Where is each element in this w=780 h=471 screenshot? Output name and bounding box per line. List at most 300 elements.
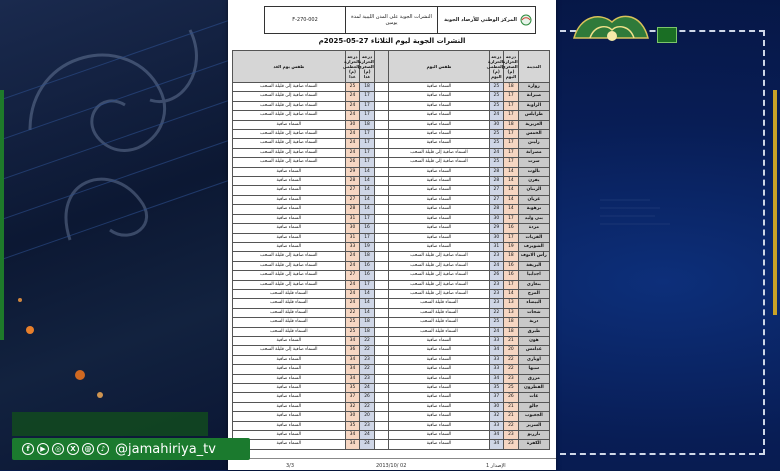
header-title: النشرات الجوية على المدن الليبية لمدة يومين bbox=[345, 7, 437, 33]
gap-cell bbox=[374, 431, 389, 440]
tomorrow-max-cell: 29 bbox=[345, 167, 360, 176]
tomorrow-max-cell: 24 bbox=[345, 289, 360, 298]
table-row bbox=[233, 195, 550, 204]
header-code: F-270-002 bbox=[292, 17, 318, 23]
tomorrow-weather-cell: السماء صافية إلى قليلة السحب bbox=[233, 252, 346, 261]
tomorrow-max-cell: 24 bbox=[345, 92, 360, 101]
tomorrow-min-cell: 19 bbox=[360, 242, 375, 251]
today-weather-cell: السماء صافية bbox=[389, 440, 489, 449]
tomorrow-min-cell: 17 bbox=[360, 130, 375, 139]
table-row bbox=[233, 205, 550, 214]
today-max-cell: 34 bbox=[489, 374, 504, 383]
channel-handle[interactable]: @jamahiriya_tv bbox=[115, 441, 216, 457]
tomorrow-min-cell: 22 bbox=[360, 402, 375, 411]
table-row bbox=[233, 242, 550, 251]
tomorrow-max-cell: 34 bbox=[345, 431, 360, 440]
youtube-icon[interactable]: ▶ bbox=[37, 443, 49, 455]
today-min-cell: 17 bbox=[504, 130, 519, 139]
table-row bbox=[233, 402, 550, 411]
gap-cell bbox=[374, 158, 389, 167]
tomorrow-weather-cell: السماء صافية bbox=[233, 355, 346, 364]
today-weather-cell: السماء صافية إلى قليلة السحب bbox=[389, 289, 489, 298]
gap-cell bbox=[374, 224, 389, 233]
tomorrow-min-cell: 14 bbox=[360, 205, 375, 214]
tomorrow-weather-cell: السماء صافية bbox=[233, 336, 346, 345]
today-weather-cell: السماء صافية bbox=[389, 233, 489, 242]
gap-cell bbox=[374, 421, 389, 430]
col-today-min: درجة الحرارة الصغرى (م) اليوم bbox=[504, 51, 519, 83]
today-max-cell: 30 bbox=[489, 402, 504, 411]
tomorrow-weather-cell: السماء صافية bbox=[233, 224, 346, 233]
today-weather-cell: السماء صافية إلى قليلة السحب bbox=[389, 261, 489, 270]
tomorrow-max-cell: 31 bbox=[345, 233, 360, 242]
table-row bbox=[233, 393, 550, 402]
city-cell: القريات bbox=[518, 233, 549, 242]
table-row bbox=[233, 83, 550, 92]
city-cell: طبرق bbox=[518, 327, 549, 336]
today-min-cell: 16 bbox=[504, 261, 519, 270]
today-weather-cell: السماء صافية bbox=[389, 195, 489, 204]
today-weather-cell: السماء صافية bbox=[389, 374, 489, 383]
city-cell: جالو bbox=[518, 402, 549, 411]
city-cell: تازربو bbox=[518, 431, 549, 440]
channel-badge bbox=[657, 27, 677, 43]
table-body bbox=[233, 83, 550, 450]
city-cell: غدامس bbox=[518, 346, 549, 355]
social-icons bbox=[22, 443, 109, 455]
city-cell: شحات bbox=[518, 308, 549, 317]
table-row bbox=[233, 431, 550, 440]
tomorrow-max-cell: 34 bbox=[345, 365, 360, 374]
today-max-cell: 37 bbox=[489, 393, 504, 402]
table-row bbox=[233, 374, 550, 383]
city-cell: صبراتة bbox=[518, 92, 549, 101]
weather-bulletin-document bbox=[228, 0, 556, 470]
tomorrow-weather-cell: السماء صافية bbox=[233, 374, 346, 383]
social-banner bbox=[12, 438, 250, 460]
today-max-cell: 24 bbox=[489, 327, 504, 336]
tomorrow-min-cell: 17 bbox=[360, 111, 375, 120]
document-header bbox=[264, 6, 536, 34]
tomorrow-weather-cell: السماء صافية bbox=[233, 167, 346, 176]
city-cell: هون bbox=[518, 336, 549, 345]
tiktok-icon[interactable]: ♪ bbox=[97, 443, 109, 455]
table-row bbox=[233, 384, 550, 393]
tomorrow-weather-cell: السماء صافية bbox=[233, 365, 346, 374]
facebook-icon[interactable]: f bbox=[22, 443, 34, 455]
today-max-cell: 30 bbox=[489, 214, 504, 223]
tomorrow-min-cell: 18 bbox=[360, 318, 375, 327]
city-cell: المرج bbox=[518, 289, 549, 298]
tomorrow-weather-cell: السماء صافية bbox=[233, 393, 346, 402]
tomorrow-max-cell: 36 bbox=[345, 346, 360, 355]
table-row bbox=[233, 111, 550, 120]
tomorrow-min-cell: 16 bbox=[360, 271, 375, 280]
city-cell: البيضاء bbox=[518, 299, 549, 308]
tomorrow-max-cell: 33 bbox=[345, 242, 360, 251]
today-min-cell: 13 bbox=[504, 308, 519, 317]
today-weather-cell: السماء صافية bbox=[389, 120, 489, 129]
gap-cell bbox=[374, 440, 389, 449]
today-weather-cell: السماء صافية bbox=[389, 101, 489, 110]
today-min-cell: 14 bbox=[504, 289, 519, 298]
city-cell: تالوت bbox=[518, 167, 549, 176]
tomorrow-weather-cell: السماء صافية إلى قليلة السحب bbox=[233, 346, 346, 355]
tomorrow-weather-cell: السماء صافية إلى قليلة السحب bbox=[233, 261, 346, 270]
tomorrow-weather-cell: السماء قليلة السحب bbox=[233, 318, 346, 327]
tomorrow-max-cell: 22 bbox=[345, 308, 360, 317]
today-min-cell: 18 bbox=[504, 252, 519, 261]
today-max-cell: 28 bbox=[489, 205, 504, 214]
today-max-cell: 25 bbox=[489, 318, 504, 327]
tomorrow-weather-cell: السماء صافية إلى قليلة السحب bbox=[233, 158, 346, 167]
gap-cell bbox=[374, 365, 389, 374]
today-max-cell: 25 bbox=[489, 101, 504, 110]
tomorrow-min-cell: 17 bbox=[360, 92, 375, 101]
today-min-cell: 21 bbox=[504, 402, 519, 411]
today-weather-cell: السماء صافية bbox=[389, 111, 489, 120]
city-cell: رأس الانوف bbox=[518, 252, 549, 261]
today-max-cell: 33 bbox=[489, 365, 504, 374]
today-min-cell: 14 bbox=[504, 167, 519, 176]
gap-cell bbox=[374, 252, 389, 261]
gap-cell bbox=[374, 139, 389, 148]
today-min-cell: 17 bbox=[504, 148, 519, 157]
col-city: المدينة bbox=[518, 51, 549, 83]
today-weather-cell: السماء صافية bbox=[389, 402, 489, 411]
gap-cell bbox=[374, 120, 389, 129]
tomorrow-min-cell: 18 bbox=[360, 120, 375, 129]
today-max-cell: 23 bbox=[489, 280, 504, 289]
table-row bbox=[233, 280, 550, 289]
gap-cell bbox=[374, 412, 389, 421]
tomorrow-min-cell: 17 bbox=[360, 158, 375, 167]
today-max-cell: 31 bbox=[489, 242, 504, 251]
city-cell: الشويرف bbox=[518, 242, 549, 251]
today-min-cell: 13 bbox=[504, 299, 519, 308]
city-cell: الخمس bbox=[518, 130, 549, 139]
city-cell: مزدة bbox=[518, 224, 549, 233]
green-accent-left bbox=[0, 90, 4, 340]
tomorrow-max-cell: 24 bbox=[345, 111, 360, 120]
today-max-cell: 24 bbox=[489, 261, 504, 270]
today-min-cell: 17 bbox=[504, 280, 519, 289]
table-row bbox=[233, 365, 550, 374]
document-footer bbox=[228, 458, 556, 471]
decorative-frame bbox=[560, 30, 765, 455]
today-max-cell: 23 bbox=[489, 289, 504, 298]
tomorrow-max-cell: 25 bbox=[345, 318, 360, 327]
today-max-cell: 22 bbox=[489, 308, 504, 317]
today-weather-cell: السماء قليلة السحب bbox=[389, 299, 489, 308]
tomorrow-min-cell: 17 bbox=[360, 139, 375, 148]
tomorrow-weather-cell: السماء قليلة السحب bbox=[233, 289, 346, 298]
tomorrow-min-cell: 16 bbox=[360, 261, 375, 270]
tomorrow-weather-cell: السماء صافية bbox=[233, 242, 346, 251]
tomorrow-max-cell: 30 bbox=[345, 412, 360, 421]
gap-cell bbox=[374, 167, 389, 176]
city-cell: البريقة bbox=[518, 261, 549, 270]
col-tomorrow-max: درجة الحرارة العظمى (م) غدا bbox=[345, 51, 360, 83]
tomorrow-max-cell: 34 bbox=[345, 336, 360, 345]
today-max-cell: 23 bbox=[489, 299, 504, 308]
tomorrow-min-cell: 23 bbox=[360, 421, 375, 430]
instagram-icon[interactable]: ◎ bbox=[52, 443, 64, 455]
tomorrow-min-cell: 17 bbox=[360, 233, 375, 242]
footer-version: الإصدار 1 bbox=[486, 463, 506, 469]
tomorrow-weather-cell: السماء صافية bbox=[233, 186, 346, 195]
gap-cell bbox=[374, 402, 389, 411]
tomorrow-min-cell: 14 bbox=[360, 299, 375, 308]
table-row bbox=[233, 177, 550, 186]
today-min-cell: 14 bbox=[504, 186, 519, 195]
today-min-cell: 17 bbox=[504, 214, 519, 223]
today-weather-cell: السماء صافية bbox=[389, 186, 489, 195]
today-weather-cell: السماء صافية bbox=[389, 167, 489, 176]
tomorrow-weather-cell: السماء قليلة السحب bbox=[233, 327, 346, 336]
col-tomorrow-weather: طقس يوم الغد bbox=[233, 51, 346, 83]
tomorrow-max-cell: 24 bbox=[345, 130, 360, 139]
today-max-cell: 34 bbox=[489, 431, 504, 440]
today-max-cell: 25 bbox=[489, 92, 504, 101]
tomorrow-max-cell: 37 bbox=[345, 393, 360, 402]
table-row bbox=[233, 224, 550, 233]
city-cell: اجدابيا bbox=[518, 271, 549, 280]
city-cell: زوارة bbox=[518, 83, 549, 92]
tomorrow-weather-cell: السماء صافية إلى قليلة السحب bbox=[233, 101, 346, 110]
today-min-cell: 22 bbox=[504, 421, 519, 430]
tomorrow-min-cell: 23 bbox=[360, 355, 375, 364]
banner-shadow bbox=[12, 412, 208, 436]
today-weather-cell: السماء صافية إلى قليلة السحب bbox=[389, 271, 489, 280]
city-cell: زليتن bbox=[518, 139, 549, 148]
gap-cell bbox=[374, 384, 389, 393]
tomorrow-weather-cell: السماء صافية إلى قليلة السحب bbox=[233, 130, 346, 139]
city-cell: سرت bbox=[518, 158, 549, 167]
city-cell: اوباري bbox=[518, 355, 549, 364]
gap-cell bbox=[374, 327, 389, 336]
table-row bbox=[233, 271, 550, 280]
today-min-cell: 14 bbox=[504, 195, 519, 204]
today-min-cell: 23 bbox=[504, 374, 519, 383]
today-min-cell: 14 bbox=[504, 205, 519, 214]
tomorrow-weather-cell: السماء صافية إلى قليلة السحب bbox=[233, 271, 346, 280]
table-row bbox=[233, 101, 550, 110]
table-row bbox=[233, 440, 550, 449]
today-min-cell: 23 bbox=[504, 431, 519, 440]
table-row bbox=[233, 355, 550, 364]
tomorrow-weather-cell: السماء صافية bbox=[233, 412, 346, 421]
tomorrow-min-cell: 20 bbox=[360, 412, 375, 421]
tomorrow-min-cell: 17 bbox=[360, 101, 375, 110]
today-weather-cell: السماء قليلة السحب bbox=[389, 327, 489, 336]
table-row bbox=[233, 421, 550, 430]
table-row bbox=[233, 233, 550, 242]
channel-logo bbox=[570, 8, 652, 42]
tomorrow-min-cell: 14 bbox=[360, 177, 375, 186]
city-cell: الزنتان bbox=[518, 186, 549, 195]
tomorrow-max-cell: 27 bbox=[345, 271, 360, 280]
today-max-cell: 35 bbox=[489, 384, 504, 393]
today-weather-cell: السماء صافية bbox=[389, 92, 489, 101]
today-min-cell: 18 bbox=[504, 83, 519, 92]
gap-cell bbox=[374, 289, 389, 298]
today-weather-cell: السماء صافية bbox=[389, 224, 489, 233]
table-row bbox=[233, 336, 550, 345]
tomorrow-max-cell: 28 bbox=[345, 205, 360, 214]
tomorrow-min-cell: 14 bbox=[360, 167, 375, 176]
gap-cell bbox=[374, 374, 389, 383]
table-row bbox=[233, 120, 550, 129]
today-weather-cell: السماء صافية bbox=[389, 346, 489, 355]
gap-cell bbox=[374, 280, 389, 289]
table-row bbox=[233, 139, 550, 148]
today-weather-cell: السماء صافية إلى قليلة السحب bbox=[389, 280, 489, 289]
today-weather-cell: السماء صافية إلى قليلة السحب bbox=[389, 158, 489, 167]
today-max-cell: 28 bbox=[489, 167, 504, 176]
weather-table bbox=[232, 50, 550, 450]
city-cell: مرزق bbox=[518, 374, 549, 383]
tomorrow-weather-cell: السماء قليلة السحب bbox=[233, 308, 346, 317]
tomorrow-max-cell: 27 bbox=[345, 195, 360, 204]
tomorrow-min-cell: 14 bbox=[360, 186, 375, 195]
gap-cell bbox=[374, 355, 389, 364]
tomorrow-min-cell: 26 bbox=[360, 393, 375, 402]
green-accent-right bbox=[773, 90, 777, 315]
today-min-cell: 17 bbox=[504, 111, 519, 120]
tomorrow-max-cell: 35 bbox=[345, 384, 360, 393]
gap-cell bbox=[374, 393, 389, 402]
table-row bbox=[233, 167, 550, 176]
today-weather-cell: السماء صافية bbox=[389, 139, 489, 148]
tomorrow-weather-cell: السماء صافية bbox=[233, 177, 346, 186]
city-cell: سبها bbox=[518, 365, 549, 374]
tomorrow-weather-cell: السماء صافية bbox=[233, 384, 346, 393]
tomorrow-min-cell: 24 bbox=[360, 431, 375, 440]
city-cell: الكفرة bbox=[518, 440, 549, 449]
x-icon[interactable]: X bbox=[67, 443, 79, 455]
tomorrow-weather-cell: السماء صافية bbox=[233, 195, 346, 204]
today-weather-cell: السماء صافية bbox=[389, 431, 489, 440]
tomorrow-min-cell: 24 bbox=[360, 440, 375, 449]
today-max-cell: 29 bbox=[489, 224, 504, 233]
tomorrow-max-cell: 24 bbox=[345, 261, 360, 270]
city-cell: ترهونة bbox=[518, 205, 549, 214]
today-max-cell: 34 bbox=[489, 346, 504, 355]
table-row bbox=[233, 346, 550, 355]
tomorrow-weather-cell: السماء صافية bbox=[233, 205, 346, 214]
today-max-cell: 33 bbox=[489, 355, 504, 364]
today-min-cell: 16 bbox=[504, 271, 519, 280]
today-max-cell: 26 bbox=[489, 271, 504, 280]
today-max-cell: 27 bbox=[489, 186, 504, 195]
tomorrow-max-cell: 34 bbox=[345, 440, 360, 449]
tomorrow-min-cell: 18 bbox=[360, 327, 375, 336]
tomorrow-max-cell: 34 bbox=[345, 374, 360, 383]
today-max-cell: 34 bbox=[489, 440, 504, 449]
today-min-cell: 18 bbox=[504, 327, 519, 336]
today-min-cell: 21 bbox=[504, 412, 519, 421]
tomorrow-min-cell: 14 bbox=[360, 308, 375, 317]
tomorrow-weather-cell: السماء صافية إلى قليلة السحب bbox=[233, 83, 346, 92]
threads-icon[interactable]: @ bbox=[82, 443, 94, 455]
tomorrow-max-cell: 24 bbox=[345, 148, 360, 157]
city-cell: طرابلس bbox=[518, 111, 549, 120]
table-row bbox=[233, 261, 550, 270]
table-row bbox=[233, 308, 550, 317]
today-min-cell: 19 bbox=[504, 242, 519, 251]
tomorrow-max-cell: 25 bbox=[345, 327, 360, 336]
gap-cell bbox=[374, 205, 389, 214]
today-max-cell: 25 bbox=[489, 130, 504, 139]
tomorrow-max-cell: 24 bbox=[345, 280, 360, 289]
today-weather-cell: السماء صافية إلى قليلة السحب bbox=[389, 148, 489, 157]
today-weather-cell: السماء صافية bbox=[389, 177, 489, 186]
today-weather-cell: السماء قليلة السحب bbox=[389, 308, 489, 317]
today-min-cell: 17 bbox=[504, 158, 519, 167]
tomorrow-weather-cell: السماء صافية إلى قليلة السحب bbox=[233, 111, 346, 120]
today-weather-cell: السماء صافية bbox=[389, 412, 489, 421]
today-min-cell: 17 bbox=[504, 233, 519, 242]
tomorrow-weather-cell: السماء صافية bbox=[233, 402, 346, 411]
gap-cell bbox=[374, 261, 389, 270]
city-cell: درنة bbox=[518, 318, 549, 327]
today-weather-cell: السماء صافية إلى قليلة السحب bbox=[389, 252, 489, 261]
tomorrow-weather-cell: السماء صافية bbox=[233, 440, 346, 449]
tomorrow-weather-cell: السماء صافية bbox=[233, 421, 346, 430]
today-max-cell: 25 bbox=[489, 158, 504, 167]
today-weather-cell: السماء صافية bbox=[389, 214, 489, 223]
city-cell: القطرون bbox=[518, 384, 549, 393]
today-weather-cell: السماء صافية bbox=[389, 384, 489, 393]
today-min-cell: 18 bbox=[504, 318, 519, 327]
city-cell: غريان bbox=[518, 195, 549, 204]
tomorrow-max-cell: 24 bbox=[345, 252, 360, 261]
table-row bbox=[233, 327, 550, 336]
tomorrow-min-cell: 17 bbox=[360, 214, 375, 223]
today-max-cell: 25 bbox=[489, 139, 504, 148]
tomorrow-min-cell: 23 bbox=[360, 374, 375, 383]
table-row bbox=[233, 318, 550, 327]
tomorrow-max-cell: 35 bbox=[345, 421, 360, 430]
tomorrow-max-cell: 26 bbox=[345, 158, 360, 167]
today-min-cell: 16 bbox=[504, 224, 519, 233]
gap-cell bbox=[374, 101, 389, 110]
city-cell: العزيزية bbox=[518, 120, 549, 129]
today-max-cell: 24 bbox=[489, 148, 504, 157]
tomorrow-max-cell: 24 bbox=[345, 101, 360, 110]
tomorrow-weather-cell: السماء صافية إلى قليلة السحب bbox=[233, 92, 346, 101]
tomorrow-weather-cell: السماء صافية bbox=[233, 233, 346, 242]
table-row bbox=[233, 299, 550, 308]
tomorrow-max-cell: 32 bbox=[345, 402, 360, 411]
today-max-cell: 33 bbox=[489, 336, 504, 345]
tomorrow-min-cell: 17 bbox=[360, 148, 375, 157]
tomorrow-max-cell: 30 bbox=[345, 120, 360, 129]
table-row bbox=[233, 186, 550, 195]
today-min-cell: 17 bbox=[504, 101, 519, 110]
table-row bbox=[233, 148, 550, 157]
table-row bbox=[233, 252, 550, 261]
gap-cell bbox=[374, 177, 389, 186]
tomorrow-weather-cell: السماء صافية bbox=[233, 214, 346, 223]
gap-cell bbox=[374, 195, 389, 204]
today-weather-cell: السماء صافية bbox=[389, 393, 489, 402]
city-cell: السرير bbox=[518, 421, 549, 430]
today-min-cell: 17 bbox=[504, 139, 519, 148]
tomorrow-min-cell: 14 bbox=[360, 289, 375, 298]
tomorrow-max-cell: 31 bbox=[345, 214, 360, 223]
